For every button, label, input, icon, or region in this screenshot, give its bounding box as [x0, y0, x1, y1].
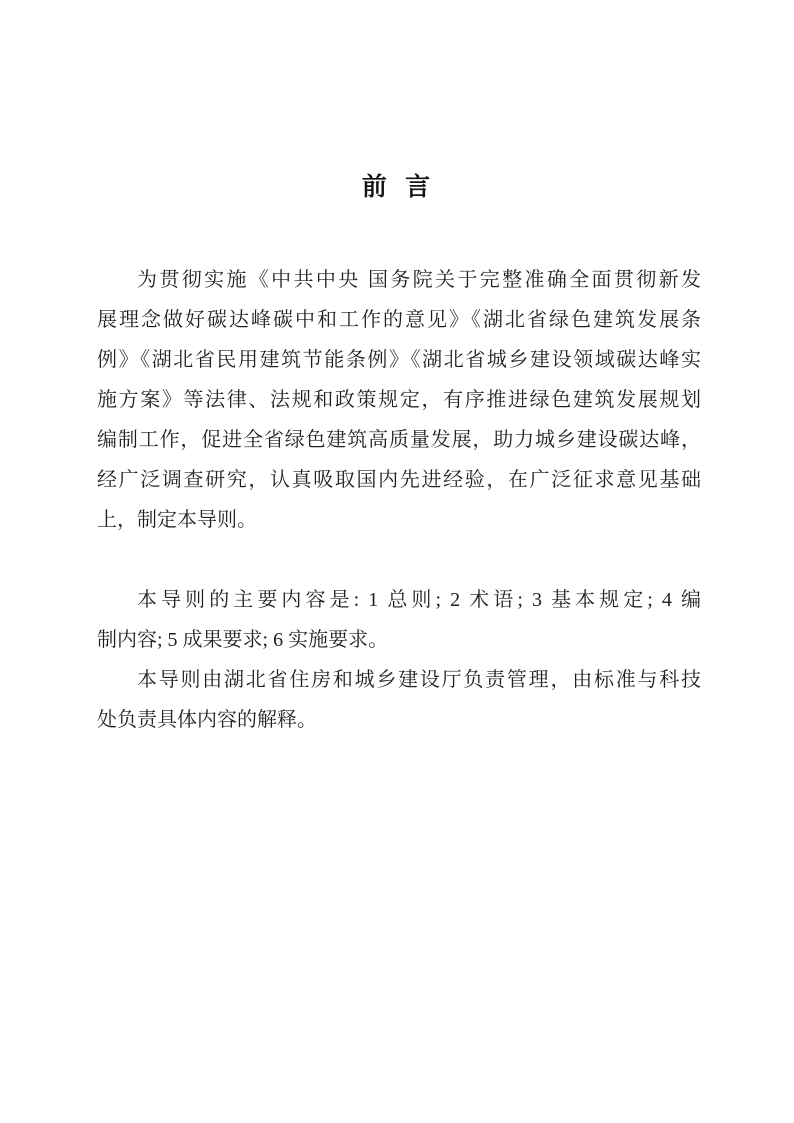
text-line: 为贯彻实施《中共中央 国务院关于完整准确全面贯彻新发 [137, 269, 701, 291]
text-line: 制内容; 5 成果要求; 6 实施要求。 [97, 629, 389, 651]
text-line: 经广泛调查研究，认真吸取国内先进经验，在广泛征求意见基础 [97, 469, 701, 491]
text-line: 本导则的主要内容是: 1 总则; 2 术语; 3 基本规定; 4 编 [137, 589, 701, 611]
paragraph-preface-intro [97, 260, 701, 540]
text-line: 上，制定本导则。 [97, 509, 257, 531]
paragraph-spacer [97, 540, 701, 580]
text-line: 展理念做好碳达峰碳中和工作的意见》《湖北省绿色建筑发展条 [97, 309, 701, 331]
text-line: 处负责具体内容的解释。 [97, 709, 317, 731]
text-line: 编制工作，促进全省绿色建筑高质量发展，助力城乡建设碳达峰， [97, 429, 701, 451]
text-line: 施方案》等法律、法规和政策规定，有序推进绿色建筑发展规划 [97, 389, 701, 411]
paragraph-main-contents [97, 580, 701, 660]
text-line: 例》《湖北省民用建筑节能条例》《湖北省城乡建设领域碳达峰实 [97, 349, 701, 371]
paragraph-management [97, 660, 701, 740]
text-line: 本导则由湖北省住房和城乡建设厅负责管理，由标准与科技 [137, 669, 701, 691]
document-body [97, 260, 701, 740]
page-title: 前 言 [361, 174, 433, 201]
